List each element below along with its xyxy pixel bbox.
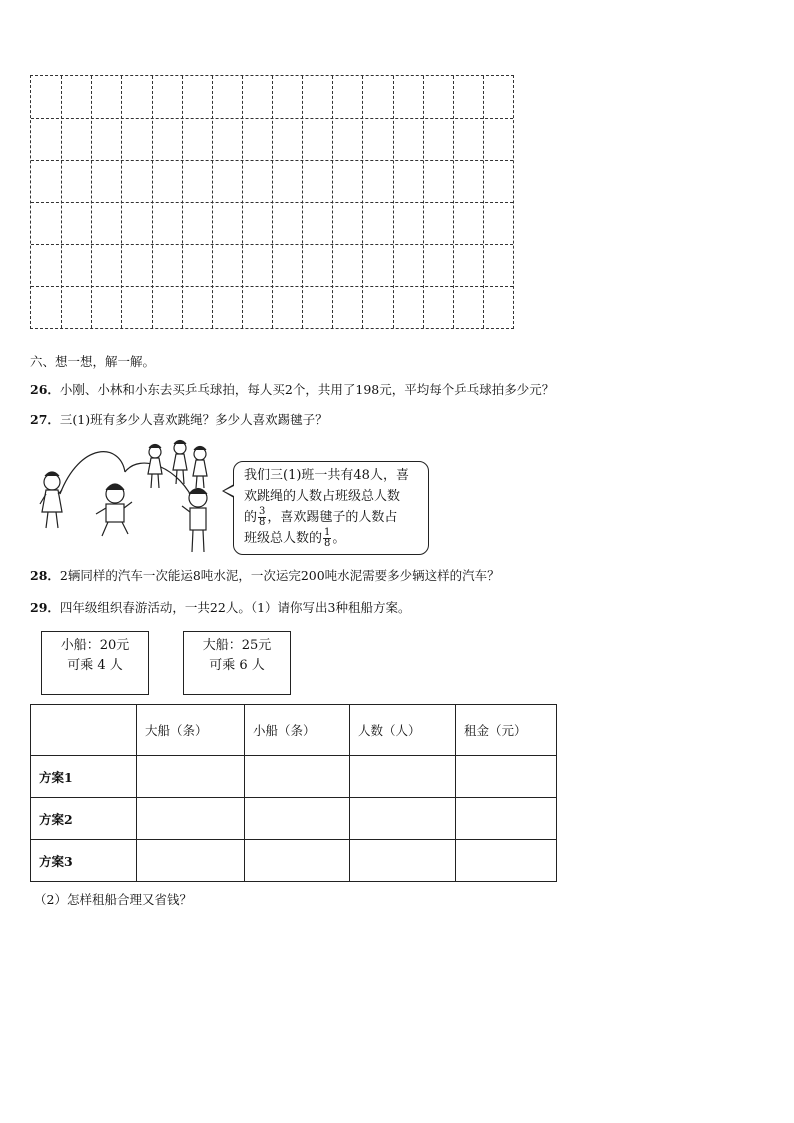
fraction-one-eighth — [323, 528, 331, 549]
answer-cell[interactable] — [245, 840, 350, 882]
answer-cell[interactable] — [456, 798, 557, 840]
grid-row-line — [31, 118, 513, 119]
answer-cell[interactable] — [350, 840, 456, 882]
row-label-plan-2: 方案2 — [31, 798, 137, 840]
children-playing-illustration — [30, 432, 222, 564]
grid-row-line — [31, 244, 513, 245]
header-small-boats: 小船（条） — [245, 705, 350, 756]
table-row — [31, 840, 557, 882]
small-boat-box — [41, 631, 149, 695]
answer-cell[interactable] — [137, 756, 245, 798]
bubble-line-1: 我们三(1)班一共有48人，喜 — [244, 468, 409, 483]
section-heading: 六、想一想，解一解。 — [30, 354, 156, 369]
bubble-line-3 — [244, 507, 420, 528]
answer-cell[interactable] — [245, 756, 350, 798]
answer-cell[interactable] — [245, 798, 350, 840]
bubble-line-2: 欢跳绳的人数占班级总人数 — [244, 489, 401, 504]
grid-row-line — [31, 202, 513, 203]
question-number: 28． — [30, 568, 60, 583]
table-header-row — [31, 705, 557, 756]
table-row — [31, 798, 557, 840]
question-number: 26． — [30, 382, 60, 397]
question-29-part-2: （2）怎样租船合理又省钱？ — [34, 892, 192, 907]
question-text: 2辆同样的汽车一次能运8吨水泥，一次运完200吨水泥需要多少辆这样的汽车？ — [59, 568, 500, 583]
fraction-denominator: 8 — [324, 538, 331, 549]
table-row — [31, 756, 557, 798]
header-large-boats: 大船（条） — [137, 705, 245, 756]
header-people: 人数（人） — [350, 705, 456, 756]
bubble-line-4 — [244, 528, 420, 549]
question-text: 四年级组织春游活动，一共22人。（1）请你写出3种租船方案。 — [59, 600, 411, 615]
fraction-numerator: 1 — [324, 527, 331, 538]
question-27 — [30, 410, 328, 428]
question-number: 29． — [30, 600, 60, 615]
question-text: 小刚、小林和小东去买乒乓球拍，每人买2个，共用了198元，平均每个乒乓球拍多少元？ — [59, 382, 555, 397]
speech-bubble — [233, 461, 429, 555]
question-29 — [30, 598, 410, 616]
answer-cell[interactable] — [456, 840, 557, 882]
grid-row-line — [31, 286, 513, 287]
answer-cell[interactable] — [137, 798, 245, 840]
speech-bubble-tail-inner — [224, 486, 234, 496]
bubble-line-3-suffix: ，喜欢踢毽子的人数占 — [267, 510, 398, 525]
row-label-plan-1: 方案1 — [31, 756, 137, 798]
question-26 — [30, 380, 554, 398]
rental-plan-table — [30, 704, 557, 882]
bubble-line-3-prefix: 的 — [244, 510, 258, 525]
answer-cell[interactable] — [350, 756, 456, 798]
small-boat-price: 小船：20元 — [60, 638, 130, 653]
row-label-plan-3: 方案3 — [31, 840, 137, 882]
small-boat-capacity: 可乘 4 人 — [67, 658, 123, 673]
question-number: 27． — [30, 412, 60, 427]
answer-cell[interactable] — [137, 840, 245, 882]
answer-cell[interactable] — [456, 756, 557, 798]
grid-row-line — [31, 160, 513, 161]
writing-grid — [30, 75, 514, 329]
fraction-denominator: 8 — [259, 517, 266, 528]
large-boat-capacity: 可乘 6 人 — [209, 658, 265, 673]
bubble-line-4-suffix: 。 — [332, 531, 346, 546]
fraction-three-eighths — [258, 507, 266, 528]
header-cell-empty — [31, 705, 137, 756]
question-text: 三(1)班有多少人喜欢跳绳？多少人喜欢踢毽子？ — [59, 412, 328, 427]
large-boat-box — [183, 631, 291, 695]
large-boat-price: 大船：25元 — [202, 638, 272, 653]
fraction-numerator: 3 — [259, 506, 266, 517]
bubble-line-4-prefix: 班级总人数的 — [244, 531, 323, 546]
question-28 — [30, 566, 500, 584]
header-cost: 租金（元） — [456, 705, 557, 756]
answer-cell[interactable] — [350, 798, 456, 840]
